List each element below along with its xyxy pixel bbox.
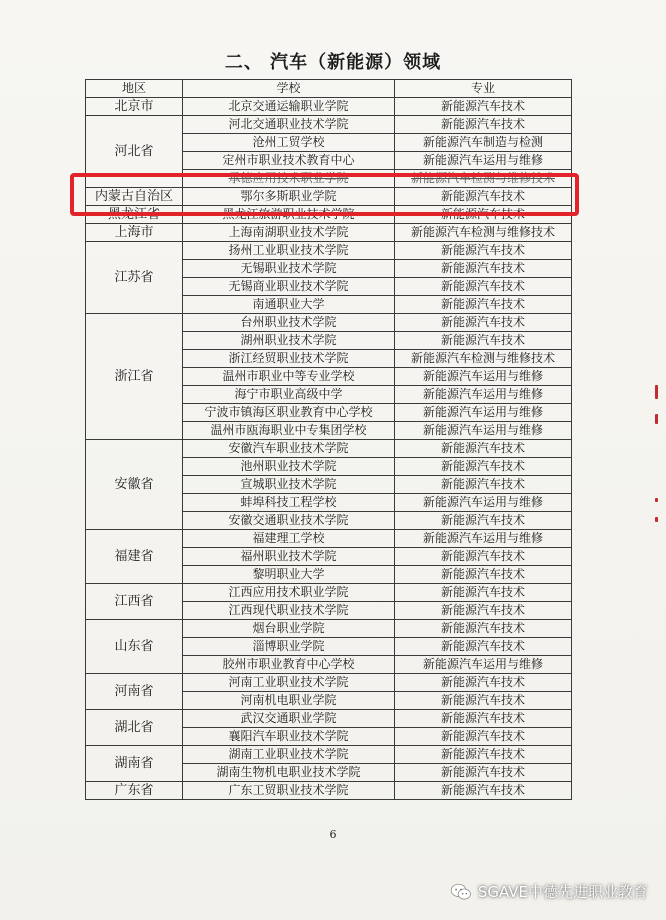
major-cell: 新能源汽车技术 — [395, 620, 572, 638]
school-cell: 宣城职业技术学院 — [183, 476, 395, 494]
section-heading: 二、 汽车（新能源）领域 — [224, 52, 442, 73]
watermark — [450, 881, 648, 902]
school-cell: 宁波市镇海区职业教育中心学校 — [183, 404, 395, 422]
school-cell: 承德应用技术职业学院 — [183, 170, 395, 188]
region-cell: 江西省 — [86, 584, 183, 620]
school-cell: 南通职业大学 — [183, 296, 395, 314]
major-cell: 新能源汽车检测与维修技术 — [395, 170, 572, 188]
major-cell: 新能源汽车运用与维修 — [395, 530, 572, 548]
major-cell: 新能源汽车运用与维修 — [395, 152, 572, 170]
region-cell: 河南省 — [86, 674, 183, 710]
table-row — [86, 242, 572, 260]
major-cell: 新能源汽车运用与维修 — [395, 494, 572, 512]
school-cell: 河南工业职业技术学院 — [183, 674, 395, 692]
school-cell: 上海南湖职业技术学院 — [183, 224, 395, 242]
major-cell: 新能源汽车技术 — [395, 602, 572, 620]
page-number: 6 — [329, 828, 337, 841]
school-cell: 武汉交通职业学院 — [183, 710, 395, 728]
region-cell: 安徽省 — [86, 440, 183, 530]
school-cell: 福建理工学校 — [183, 530, 395, 548]
region-cell: 浙江省 — [86, 314, 183, 440]
major-cell: 新能源汽车技术 — [395, 296, 572, 314]
major-cell: 新能源汽车技术 — [395, 548, 572, 566]
major-cell: 新能源汽车技术 — [395, 242, 572, 260]
school-cell: 河北交通职业技术学院 — [183, 116, 395, 134]
table-row — [86, 620, 572, 638]
school-cell: 鄂尔多斯职业学院 — [183, 188, 395, 206]
school-cell: 湖南生物机电职业技术学院 — [183, 764, 395, 782]
school-cell: 无锡商业职业技术学院 — [183, 278, 395, 296]
major-cell: 新能源汽车技术 — [395, 566, 572, 584]
school-cell: 湖南工业职业技术学院 — [183, 746, 395, 764]
major-cell: 新能源汽车技术 — [395, 332, 572, 350]
school-cell: 烟台职业学院 — [183, 620, 395, 638]
table-row — [86, 116, 572, 134]
region-cell: 内蒙古自治区 — [86, 188, 183, 206]
table-row — [86, 314, 572, 332]
major-cell: 新能源汽车检测与维修技术 — [395, 350, 572, 368]
school-cell: 无锡职业技术学院 — [183, 260, 395, 278]
major-cell: 新能源汽车运用与维修 — [395, 656, 572, 674]
major-cell: 新能源汽车制造与检测 — [395, 134, 572, 152]
school-cell: 安徽汽车职业技术学院 — [183, 440, 395, 458]
major-cell: 新能源汽车技术 — [395, 188, 572, 206]
region-cell: 上海市 — [86, 224, 183, 242]
school-cell: 胶州市职业教育中心学校 — [183, 656, 395, 674]
major-cell: 新能源汽车技术 — [395, 206, 572, 224]
major-cell: 新能源汽车技术 — [395, 728, 572, 746]
major-cell: 新能源汽车技术 — [395, 440, 572, 458]
header-region: 地区 — [86, 80, 183, 98]
table-row — [86, 746, 572, 764]
edge-mark — [655, 498, 658, 502]
school-cell: 蚌埠科技工程学校 — [183, 494, 395, 512]
table-row — [86, 584, 572, 602]
school-cell: 池州职业技术学院 — [183, 458, 395, 476]
region-cell: 河北省 — [86, 116, 183, 188]
school-cell: 安徽交通职业技术学院 — [183, 512, 395, 530]
major-cell: 新能源汽车技术 — [395, 674, 572, 692]
school-cell: 河南机电职业学院 — [183, 692, 395, 710]
watermark-text: SGAVE中德先进职业教育 — [477, 883, 648, 901]
major-cell: 新能源汽车技术 — [395, 746, 572, 764]
header-major: 专业 — [395, 80, 572, 98]
school-cell: 海宁市职业高级中学 — [183, 386, 395, 404]
school-cell: 福州职业技术学院 — [183, 548, 395, 566]
major-cell: 新能源汽车技术 — [395, 512, 572, 530]
school-cell: 襄阳汽车职业技术学院 — [183, 728, 395, 746]
school-cell: 浙江经贸职业技术学院 — [183, 350, 395, 368]
region-cell: 北京市 — [86, 98, 183, 116]
major-cell: 新能源汽车技术 — [395, 584, 572, 602]
major-cell: 新能源汽车技术 — [395, 710, 572, 728]
major-cell: 新能源汽车运用与维修 — [395, 386, 572, 404]
edge-mark — [655, 414, 658, 424]
region-cell: 福建省 — [86, 530, 183, 584]
school-cell: 温州市职业中等专业学校 — [183, 368, 395, 386]
major-cell: 新能源汽车技术 — [395, 782, 572, 800]
major-cell: 新能源汽车技术 — [395, 116, 572, 134]
region-cell: 江苏省 — [86, 242, 183, 314]
region-cell: 湖南省 — [86, 746, 183, 782]
major-cell: 新能源汽车运用与维修 — [395, 404, 572, 422]
school-cell: 江西现代职业技术学院 — [183, 602, 395, 620]
school-cell: 江西应用技术职业学院 — [183, 584, 395, 602]
major-cell: 新能源汽车运用与维修 — [395, 422, 572, 440]
school-cell: 北京交通运输职业学院 — [183, 98, 395, 116]
region-cell: 山东省 — [86, 620, 183, 674]
table-row — [86, 710, 572, 728]
major-cell: 新能源汽车技术 — [395, 764, 572, 782]
school-cell: 台州职业技术学院 — [183, 314, 395, 332]
edge-mark — [655, 517, 658, 522]
major-cell: 新能源汽车技术 — [395, 314, 572, 332]
header-school: 学校 — [183, 80, 395, 98]
major-cell: 新能源汽车技术 — [395, 98, 572, 116]
wechat-icon — [450, 883, 472, 901]
major-cell: 新能源汽车技术 — [395, 278, 572, 296]
school-cell: 温州市瓯海职业中专集团学校 — [183, 422, 395, 440]
major-cell: 新能源汽车技术 — [395, 638, 572, 656]
region-cell: 湖北省 — [86, 710, 183, 746]
table-row — [86, 440, 572, 458]
school-cell: 淄博职业学院 — [183, 638, 395, 656]
major-cell: 新能源汽车检测与维修技术 — [395, 224, 572, 242]
school-cell: 沧州工贸学校 — [183, 134, 395, 152]
table-row — [86, 224, 572, 242]
major-cell: 新能源汽车技术 — [395, 692, 572, 710]
major-cell: 新能源汽车运用与维修 — [395, 368, 572, 386]
school-cell: 黑龙江旅游职业技术学院 — [183, 206, 395, 224]
table-row — [86, 674, 572, 692]
school-cell: 定州市职业技术教育中心 — [183, 152, 395, 170]
major-cell: 新能源汽车技术 — [395, 260, 572, 278]
school-cell: 黎明职业大学 — [183, 566, 395, 584]
highlight-box — [70, 173, 579, 216]
major-cell: 新能源汽车技术 — [395, 458, 572, 476]
major-cell: 新能源汽车技术 — [395, 476, 572, 494]
region-cell: 黑龙江省 — [86, 206, 183, 224]
table-row — [86, 530, 572, 548]
region-cell: 广东省 — [86, 782, 183, 800]
school-cell: 广东工贸职业技术学院 — [183, 782, 395, 800]
school-cell: 湖州职业技术学院 — [183, 332, 395, 350]
table-row — [86, 782, 572, 800]
edge-mark — [655, 385, 658, 399]
table-row — [86, 98, 572, 116]
table-header-row — [86, 80, 572, 98]
school-cell: 扬州工业职业技术学院 — [183, 242, 395, 260]
